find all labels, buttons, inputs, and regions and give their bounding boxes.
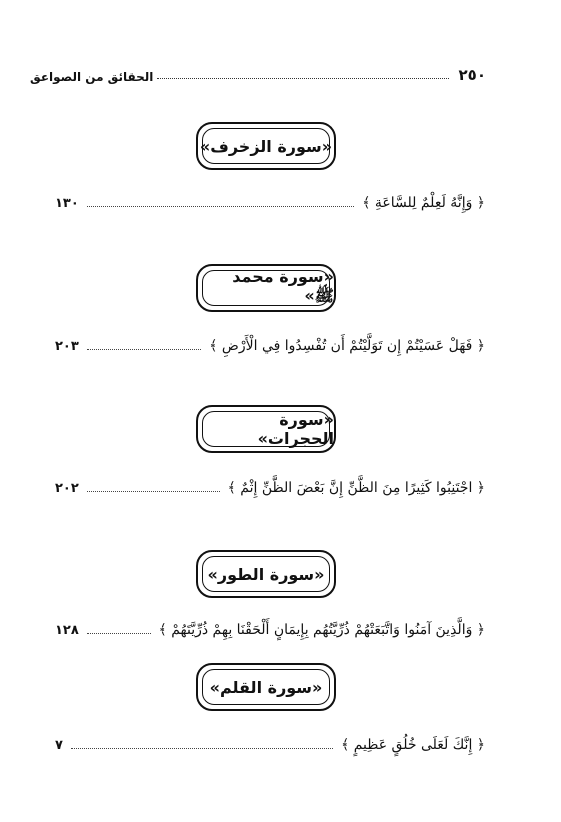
dot-leader	[87, 206, 354, 207]
verse-text: ﴿ اجْتَنِبُوا كَثِيرًا مِنَ الظَّنِّ إِنَّ بَعْضَ الظَّنِّ إِثْمٌ ﴾	[227, 480, 485, 496]
dot-leader	[71, 748, 333, 749]
surah-heading-box	[196, 663, 336, 711]
page-number: ٢٥٠	[458, 66, 486, 84]
surah-heading: «سورة محمد ﷺ»	[232, 267, 334, 305]
running-header	[30, 62, 486, 84]
verse-text: ﴿ إِنَّكَ لَعَلَى خُلُقٍ عَظِيمٍ ﴾	[341, 737, 485, 753]
index-entry	[55, 732, 485, 758]
dot-leader	[87, 633, 151, 634]
surah-heading: «سورة القلم»	[209, 677, 323, 697]
dot-leader	[87, 491, 220, 492]
page-reference: ٢٠٣	[55, 338, 79, 354]
dot-leader	[87, 349, 201, 350]
surah-heading-box	[196, 122, 336, 170]
surah-heading-box	[196, 264, 336, 312]
header-dot-leader	[157, 78, 448, 79]
index-entry	[55, 190, 485, 216]
book-title: الحقائق من الصواعق	[30, 70, 154, 84]
page-reference: ٢٠٢	[55, 480, 79, 496]
verse-text: ﴿ فَهَلْ عَسَيْتُمْ إِن تَوَلَّيْتُمْ أَن تُفْسِدُوا فِي الْأَرْضِ ﴾	[209, 338, 485, 354]
verse-text: ﴿ وَإِنَّهُ لَعِلْمٌ لِلسَّاعَةِ ﴾	[362, 195, 485, 211]
index-entry	[55, 617, 485, 643]
page-reference: ١٣٠	[55, 195, 79, 211]
surah-heading: «سورة الطور»	[207, 564, 325, 584]
index-entry	[55, 333, 485, 359]
index-entry	[55, 475, 485, 501]
surah-heading-box	[196, 405, 336, 453]
surah-heading: «سورة الزخرف»	[199, 136, 333, 156]
surah-heading-box	[196, 550, 336, 598]
surah-heading: «سورة الحجرات»	[257, 410, 334, 448]
verse-text: ﴿ وَالَّذِينَ آمَنُوا وَاتَّبَعَتْهُمْ ذُرِّيَّتُهُم بِإِيمَانٍ أَلْحَقْنَا بِهِمْ ذُرِّيَّتَهُمْ ﴾	[158, 622, 485, 638]
page-reference: ٧	[55, 737, 63, 753]
page-reference: ١٢٨	[55, 622, 79, 638]
